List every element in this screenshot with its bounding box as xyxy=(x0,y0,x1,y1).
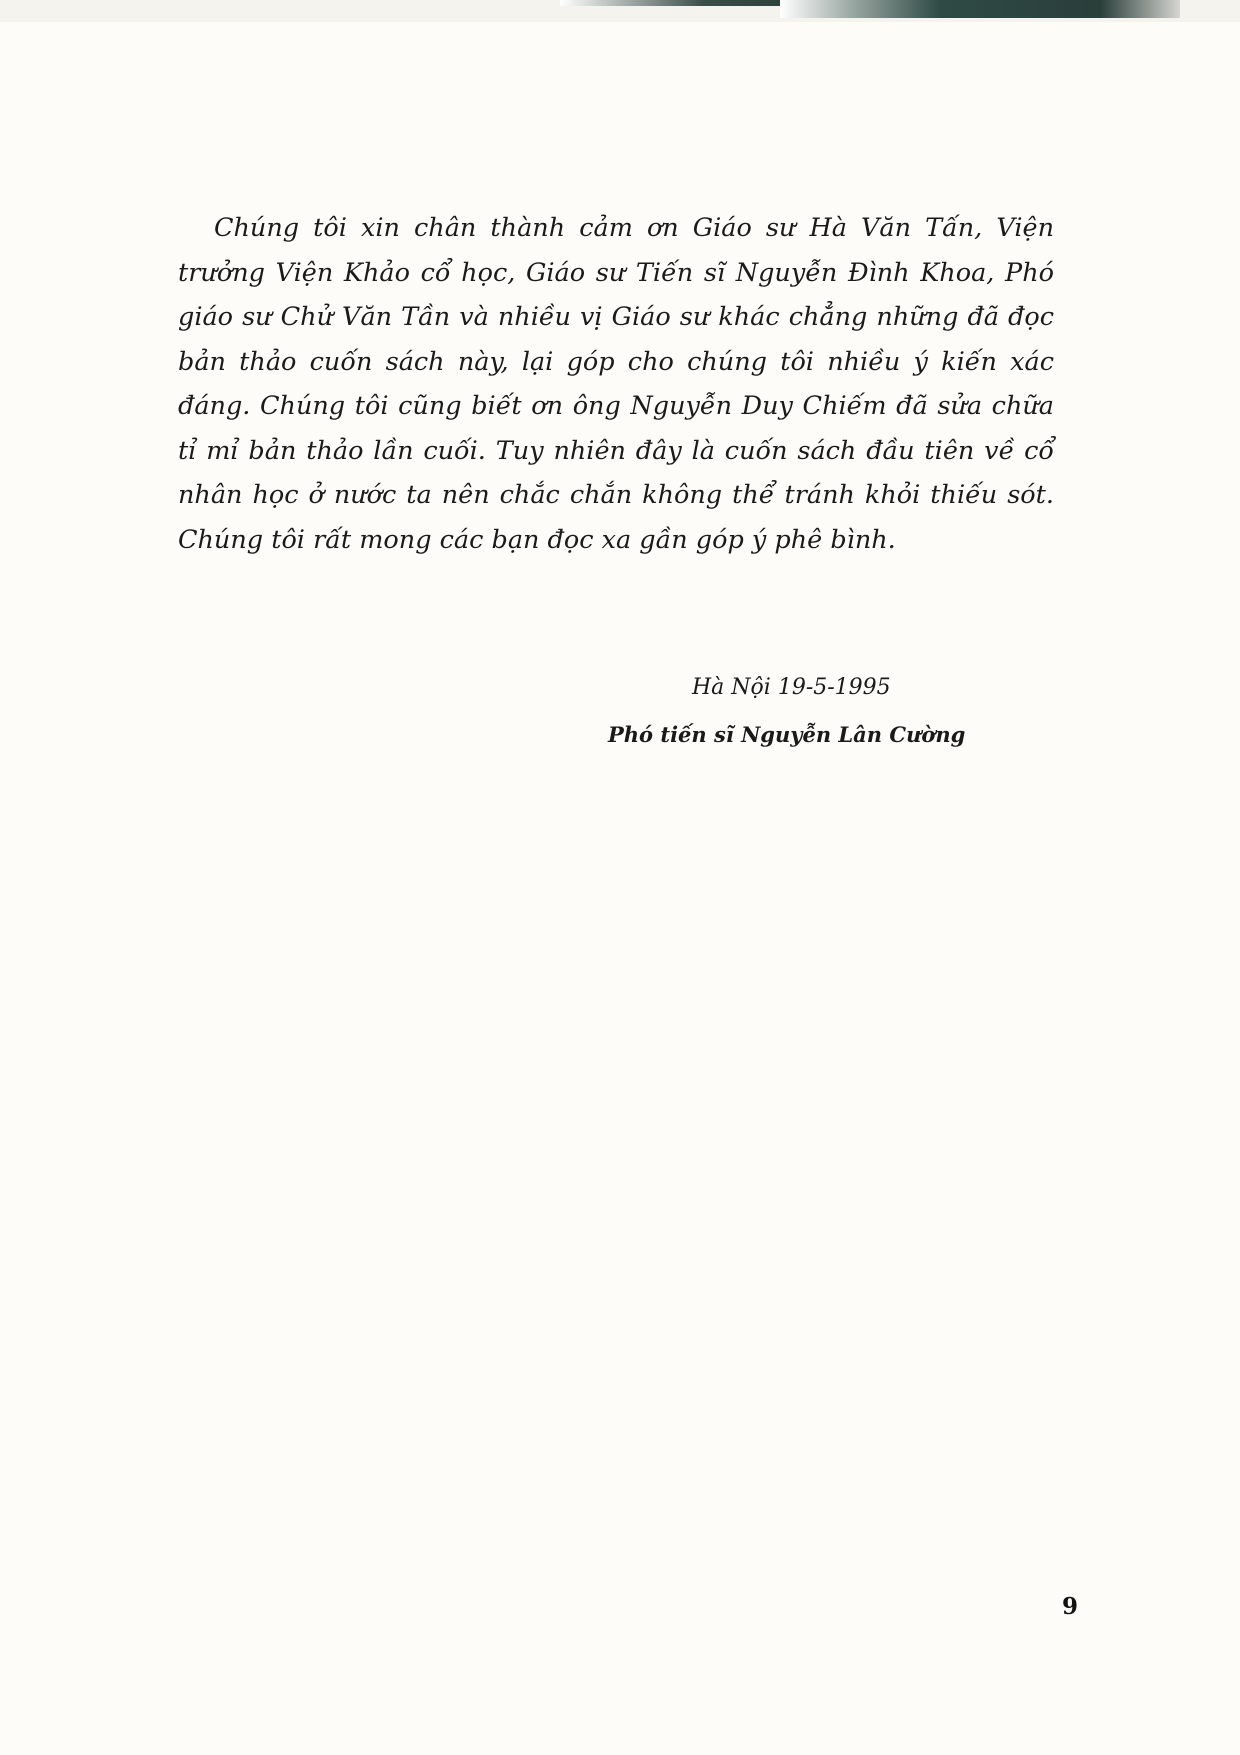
scan-top-shadow-line xyxy=(560,0,800,6)
acknowledgement-paragraph: Chúng tôi xin chân thành cảm ơn Giáo sư Hà Văn Tấn, Viện trưởng Viện Khảo cổ học, Giáo sư Tiến sĩ Nguyễn Đình Khoa, Phó giáo sư Chử Văn Tần và nhiều vị Giáo sư khác chẳng những đã đọc bản thảo cuốn sách này, lại góp cho chúng tôi nhiều ý kiến xác đáng. Chúng tôi cũng biết ơn ông Nguyễn Duy Chiếm đã sửa chữa tỉ mỉ bản thảo lần cuối. Tuy nhiên đây là cuốn sách đầu tiên về cổ nhân học ở nước ta nên chắc chắn không thể tránh khỏi thiếu sót. Chúng tôi rất mong các bạn đọc xa gần góp ý phê bình. xyxy=(178,213,1054,555)
signature-author: Phó tiến sĩ Nguyễn Lân Cường xyxy=(608,722,966,747)
signature-place-date: Hà Nội 19-5-1995 xyxy=(692,675,891,700)
scan-top-cover-edge xyxy=(780,0,1180,18)
page-number: 9 xyxy=(1062,1593,1079,1620)
